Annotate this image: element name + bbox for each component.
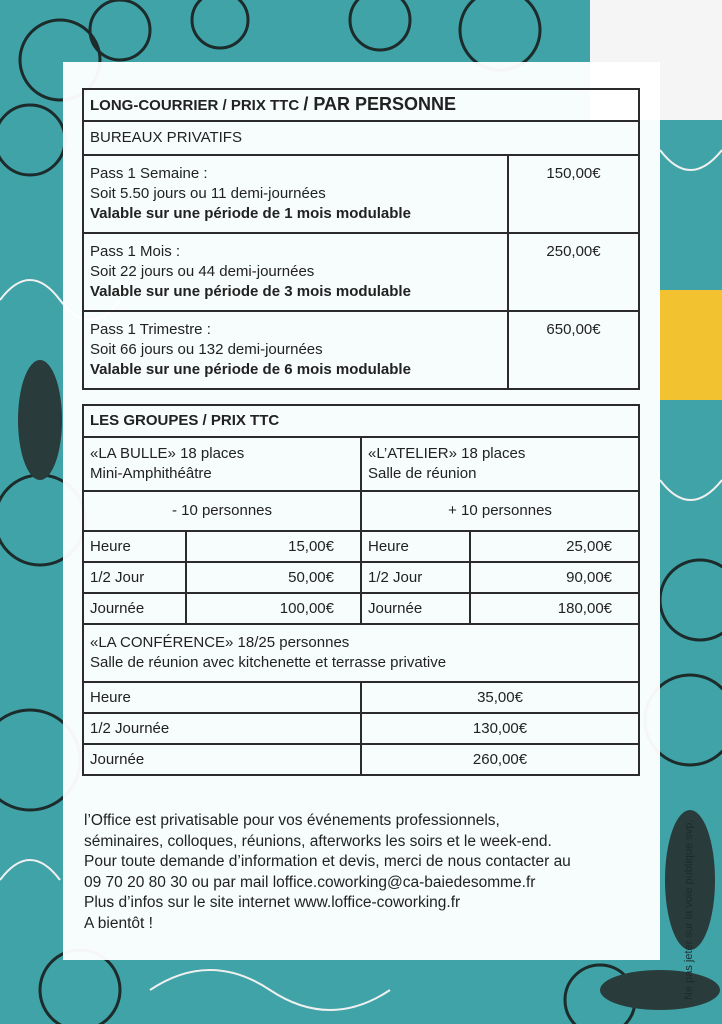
- atelier-capacity: + 10 personnes: [361, 491, 639, 531]
- pass-row: [83, 233, 639, 311]
- footer-line: Pour toute demande d’information et devis, merci de nous contacter au: [84, 853, 571, 870]
- pass-description: [83, 233, 508, 311]
- atelier-room: [361, 437, 639, 491]
- pass-description: [83, 311, 508, 389]
- footer-line: A bientôt !: [84, 914, 153, 932]
- side-note: Ne pas jeter sur la voie publique svp.: [683, 819, 695, 1000]
- long-courrier-header: [83, 89, 639, 121]
- rate-price: 50,00€: [186, 562, 361, 593]
- pass-title: Pass 1 Trimestre :: [90, 321, 211, 338]
- atelier-type: Salle de réunion: [368, 465, 477, 482]
- rate-price: 180,00€: [470, 593, 639, 624]
- bulle-capacity: - 10 personnes: [83, 491, 361, 531]
- rate-price: 100,00€: [186, 593, 361, 624]
- groupes-header: LES GROUPES / PRIX TTC: [83, 405, 639, 437]
- section-title: BUREAUX PRIVATIFS: [83, 121, 639, 155]
- rate-row: [83, 531, 639, 562]
- long-courrier-table: [82, 88, 640, 390]
- groupes-header-row: [83, 405, 639, 437]
- conference-rate-label: Heure: [83, 682, 361, 713]
- footer-line: Plus d’infos sur le site internet www.loffice-coworking.fr: [84, 894, 461, 911]
- conference-name: «LA CONFÉRENCE» 18/25 personnes: [90, 634, 350, 651]
- bulle-type: Mini-Amphithéâtre: [90, 465, 212, 482]
- pass-detail: Soit 66 jours ou 132 demi-journées: [90, 341, 323, 358]
- pass-price: 250,00€: [508, 233, 639, 311]
- pass-price: 150,00€: [508, 155, 639, 233]
- pass-detail: Soit 5.50 jours ou 11 demi-journées: [90, 185, 326, 202]
- long-courrier-header-small: LONG-COURRIER / PRIX TTC: [90, 97, 300, 114]
- rate-label: Journée: [83, 593, 186, 624]
- pass-title: Pass 1 Semaine :: [90, 165, 208, 182]
- conference-room: [83, 624, 639, 682]
- conference-rate-row: [83, 713, 639, 744]
- pass-description: [83, 155, 508, 233]
- rate-price: 25,00€: [470, 531, 639, 562]
- pass-row: [83, 155, 639, 233]
- pass-price: 650,00€: [508, 311, 639, 389]
- rate-row: [83, 593, 639, 624]
- pass-row: [83, 311, 639, 389]
- long-courrier-header-row: [83, 89, 639, 121]
- footer-line: l’Office est privatisable pour vos événements professionnels,: [84, 812, 500, 829]
- pass-detail: Soit 22 jours ou 44 demi-journées: [90, 263, 315, 280]
- conference-rate-row: [83, 744, 639, 775]
- conference-row: [83, 624, 639, 682]
- rate-row: [83, 562, 639, 593]
- conference-rate-label: 1/2 Journée: [83, 713, 361, 744]
- bulle-room: [83, 437, 361, 491]
- conference-type: Salle de réunion avec kitchenette et terrasse privative: [90, 654, 447, 671]
- footer-line: séminaires, colloques, réunions, afterworks les soirs et le week-end.: [84, 832, 552, 850]
- pass-validity: Valable sur une période de 3 mois modulable: [90, 283, 411, 300]
- groupes-table: [82, 404, 640, 776]
- rooms-row: [83, 437, 639, 491]
- rate-label: Heure: [361, 531, 470, 562]
- capacity-row: [83, 491, 639, 531]
- section-row: [83, 121, 639, 155]
- atelier-name: «L’ATELIER» 18 places: [368, 445, 526, 462]
- conference-rate-price: 35,00€: [361, 682, 639, 713]
- rate-price: 15,00€: [186, 531, 361, 562]
- pass-validity: Valable sur une période de 6 mois modulable: [90, 361, 411, 378]
- rate-label: 1/2 Jour: [361, 562, 470, 593]
- conference-rate-label: Journée: [83, 744, 361, 775]
- footer-info: [84, 811, 644, 934]
- rate-price: 90,00€: [470, 562, 639, 593]
- pass-title: Pass 1 Mois :: [90, 243, 181, 260]
- footer-line: 09 70 20 80 30 ou par mail loffice.coworking@ca-baiedesomme.fr: [84, 873, 536, 891]
- long-courrier-header-big: / PAR PERSONNE: [303, 94, 457, 114]
- pass-validity: Valable sur une période de 1 mois modulable: [90, 205, 411, 222]
- rate-label: 1/2 Jour: [83, 562, 186, 593]
- rate-label: Heure: [83, 531, 186, 562]
- conference-rate-row: [83, 682, 639, 713]
- conference-rate-price: 130,00€: [361, 713, 639, 744]
- rate-label: Journée: [361, 593, 470, 624]
- conference-rate-price: 260,00€: [361, 744, 639, 775]
- bulle-name: «LA BULLE» 18 places: [90, 445, 245, 462]
